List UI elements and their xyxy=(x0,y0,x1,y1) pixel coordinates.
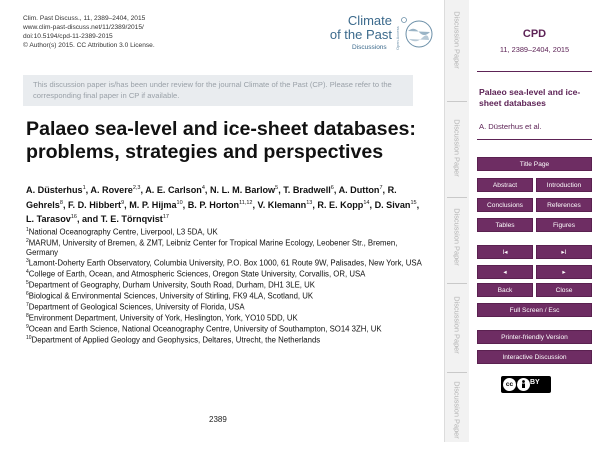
journal-discussions: Discussions xyxy=(352,44,387,51)
person-icon xyxy=(517,378,530,391)
author-name: R. Gehrels xyxy=(26,185,397,210)
author-affiliation-ref: 15 xyxy=(410,199,417,206)
globe-icon xyxy=(396,14,434,54)
abstract-button[interactable]: Abstract xyxy=(477,178,533,192)
short-author: A. Düsterhus et al. xyxy=(479,122,542,131)
divider xyxy=(477,139,592,140)
journal-logo xyxy=(326,14,436,64)
first-page-button[interactable]: I◂ xyxy=(477,245,533,259)
author-separator: , xyxy=(124,199,130,210)
tab-label: Discussion Paper xyxy=(452,296,462,354)
author-name: A. E. Carlson xyxy=(145,185,202,196)
affiliation-text: National Oceanography Centre, Liverpool, L3 5DA, UK xyxy=(28,227,218,237)
tab-divider xyxy=(447,101,467,102)
cc-by-license-badge xyxy=(501,376,551,393)
discussion-paper-tab xyxy=(447,0,467,80)
journal-abbreviation: CPD xyxy=(522,28,547,40)
author-affiliation-ref: 11,12 xyxy=(239,199,253,206)
back-button[interactable]: Back xyxy=(477,283,533,297)
discussion-paper-tab xyxy=(447,285,467,365)
url-line: www.clim-past-discuss.net/11/2389/2015/ xyxy=(23,24,144,31)
affiliation-item xyxy=(26,237,426,257)
author-affiliation-ref: 13 xyxy=(306,199,313,206)
author-name: M. P. Hijma xyxy=(129,199,177,210)
paper-title xyxy=(26,118,426,164)
affiliation-number: 1 xyxy=(26,227,29,233)
references-button[interactable]: References xyxy=(536,198,592,212)
journal-name xyxy=(326,14,392,42)
author-list xyxy=(26,182,426,226)
affiliation-text: Environment Department, University of York, Heslington, York, YO10 5DD, UK xyxy=(28,314,298,323)
affiliation-item xyxy=(26,268,426,279)
author-affiliation-ref: 9 xyxy=(121,199,125,206)
affiliation-text: College of Earth, Ocean, and Atmospheric Sciences, Oregon State University, Corvallis, OR, USA xyxy=(28,270,366,279)
affiliation-item xyxy=(26,279,426,290)
tab-divider xyxy=(447,283,467,284)
author-name: R. E. Kopp xyxy=(317,199,364,210)
affiliation-number: 5 xyxy=(26,280,29,287)
author-separator: , xyxy=(278,185,284,196)
printer-friendly-button[interactable]: Printer-friendly Version xyxy=(477,330,592,344)
page-number: 2389 xyxy=(209,415,227,424)
affiliation-text: MARUM, University of Bremen, & ZMT, Leibniz Center for Tropical Marine Ecology, Leobener Str., Bremen, Germany xyxy=(26,238,398,257)
tab-label: Discussion Paper xyxy=(452,381,462,439)
discussion-paper-tab xyxy=(447,197,467,277)
last-page-button[interactable]: ▸I xyxy=(536,245,592,259)
license-line: © Author(s) 2015. CC Attribution 3.0 License. xyxy=(23,42,155,49)
affiliation-item xyxy=(26,290,426,301)
author-affiliation-ref: 16 xyxy=(70,214,77,221)
affiliation-number: 3 xyxy=(26,258,29,265)
introduction-button[interactable]: Introduction xyxy=(536,178,592,192)
author-separator: , xyxy=(369,199,375,210)
affiliation-number: 2 xyxy=(26,238,29,244)
short-title: Palaeo sea-level and ice-sheet databases xyxy=(479,87,581,108)
author-name: B. P. Horton xyxy=(187,199,240,210)
figures-button[interactable]: Figures xyxy=(536,218,592,232)
author-affiliation-ref: 4 xyxy=(201,185,205,191)
author-affiliation-ref: 14 xyxy=(363,199,370,206)
author-name: A. Rovere xyxy=(90,185,133,196)
affiliation-number: 9 xyxy=(26,324,29,331)
citation-line: Clim. Past Discuss., 11, 2389–2404, 2015 xyxy=(23,15,146,22)
close-button[interactable]: Close xyxy=(536,283,592,297)
tab-label: Discussion Paper xyxy=(452,208,462,266)
author-affiliation-ref: 5 xyxy=(275,185,279,191)
journal-name-line1: Climate xyxy=(347,13,392,28)
citation-meta xyxy=(23,14,155,50)
author-name: T. Bradwell xyxy=(283,185,331,196)
volume-reference: 11, 2389–2404, 2015 xyxy=(499,45,570,54)
by-label: BY xyxy=(530,379,540,386)
journal-name-line2: of the Past xyxy=(329,27,392,42)
conclusions-button[interactable]: Conclusions xyxy=(477,198,533,212)
author-affiliation-ref: 7 xyxy=(379,185,383,191)
author-separator: , xyxy=(62,199,68,210)
author-name: A. Düsterhus xyxy=(26,185,83,196)
title-line2: problems, strategies and perspectives xyxy=(26,141,384,163)
author-separator: , xyxy=(140,185,146,196)
review-notice: This discussion paper is/has been under review for the journal Climate of the Past (CP). Please refer to the corresponding final paper in CP if available. xyxy=(23,75,413,106)
affiliation-text: Biological & Environmental Sciences, University of Stirling, FK9 4LA, Scotland, UK xyxy=(28,292,314,301)
author-name: N. L. M. Barlow xyxy=(209,185,276,196)
author-separator: , and xyxy=(76,214,101,225)
affiliation-list xyxy=(26,226,426,345)
affiliation-text: Department of Geological Sciences, University of Florida, USA xyxy=(28,303,245,312)
author-separator: , xyxy=(204,185,210,196)
author-separator: , xyxy=(382,185,388,196)
previous-page-button[interactable]: ◂ xyxy=(477,265,533,279)
affiliation-item xyxy=(26,312,426,323)
affiliation-text: Department of Applied Geology and Geophysics, Deltares, Utrecht, the Netherlands xyxy=(31,336,321,345)
author-name: F. D. Hibbert xyxy=(68,199,122,210)
author-affiliation-ref: 1 xyxy=(82,185,86,191)
divider xyxy=(477,71,592,72)
discussion-paper-tab xyxy=(447,108,467,188)
affiliation-number: 8 xyxy=(26,313,29,320)
author-separator: , xyxy=(416,199,420,210)
interactive-discussion-button[interactable]: Interactive Discussion xyxy=(477,350,592,364)
affiliation-number: 7 xyxy=(26,302,29,309)
author-name: V. Klemann xyxy=(257,199,307,210)
navigation-panel xyxy=(469,0,600,442)
affiliation-item xyxy=(26,323,426,334)
author-affiliation-ref: 2,3 xyxy=(132,185,141,191)
title-line1: Palaeo sea-level and ice-sheet databases: xyxy=(26,118,416,140)
discussion-paper-tabs xyxy=(444,0,470,442)
author-separator: , xyxy=(182,199,188,210)
tab-label: Discussion Paper xyxy=(452,11,462,69)
affiliation-item xyxy=(26,301,426,312)
author-affiliation-ref: 17 xyxy=(162,214,169,221)
affiliation-number: 4 xyxy=(26,269,29,276)
discussion-paper-tab xyxy=(447,370,467,450)
author-name: L. Tarasov xyxy=(26,214,71,225)
title-page-button[interactable]: Title Page xyxy=(477,157,592,171)
author-separator: , xyxy=(85,185,91,196)
author-name: D. Sivan xyxy=(374,199,411,210)
author-affiliation-ref: 6 xyxy=(330,185,334,191)
author-affiliation-ref: 8 xyxy=(59,199,63,206)
affiliation-item xyxy=(26,226,426,237)
affiliation-text: Lamont-Doherty Earth Observatory, Columbia University, P.O. Box 1000, 61 Route 9W, Palisades, New York, USA xyxy=(28,259,422,268)
cc-icon: cc xyxy=(503,378,516,391)
author-name: T. E. Törnqvist xyxy=(100,214,163,225)
affiliation-number: 10 xyxy=(26,335,32,342)
affiliation-number: 6 xyxy=(26,291,29,298)
author-affiliation-ref: 10 xyxy=(176,199,183,206)
author-name: A. Dutton xyxy=(338,185,380,196)
affiliation-text: Ocean and Earth Science, National Oceanography Centre, University of Southampton, SO14 3ZH, UK xyxy=(28,325,382,334)
open-access-label: Open Access xyxy=(395,26,400,50)
full-screen-button[interactable]: Full Screen / Esc xyxy=(477,303,592,317)
tables-button[interactable]: Tables xyxy=(477,218,533,232)
author-separator: , xyxy=(252,199,258,210)
next-page-button[interactable]: ▸ xyxy=(536,265,592,279)
tab-label: Discussion Paper xyxy=(452,119,462,177)
affiliation-item xyxy=(26,257,426,268)
author-separator: , xyxy=(333,185,339,196)
affiliation-text: Department of Geography, Durham University, South Road, Durham, DH1 3LE, UK xyxy=(28,281,315,290)
doi-line: doi:10.5194/cpd-11-2389-2015 xyxy=(23,33,113,40)
affiliation-item xyxy=(26,334,426,345)
author-separator: , xyxy=(312,199,318,210)
